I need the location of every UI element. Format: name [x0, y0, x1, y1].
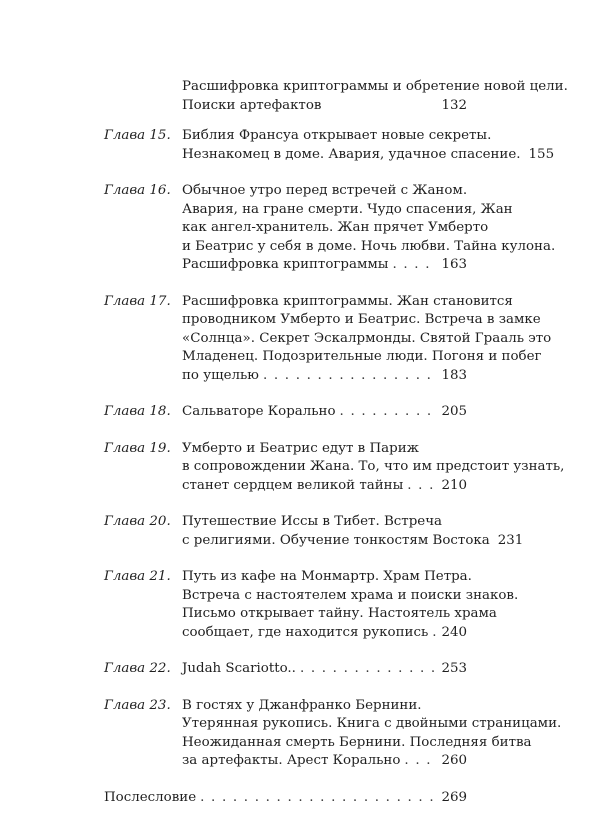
page-number: 253 [441, 661, 467, 676]
table-of-contents [104, 78, 568, 825]
chapter-number: Глава 16. [104, 183, 171, 198]
toc-line-text: Умберто и Беатрис едут в Париж [182, 440, 419, 456]
toc-line-text: Расшифровка криптограммы [182, 257, 389, 272]
toc-line [182, 182, 467, 201]
page-number: 132 [441, 97, 467, 113]
toc-line [182, 219, 489, 238]
toc-line-text: Послесловие [104, 789, 197, 805]
page-number: 163 [441, 257, 467, 272]
dot-leader [300, 660, 438, 679]
toc-line-text: по ущелью [182, 367, 259, 383]
toc-line-text: проводником Умберто и Беатрис. Встреча в замке [182, 312, 541, 327]
toc-line-text: Незнакомец в доме. Авария, удачное спасение. [182, 146, 521, 162]
toc-entry [104, 182, 556, 275]
toc-entry [104, 403, 467, 422]
toc-line-text: Поиски артефактов [182, 97, 322, 113]
toc-line [182, 568, 472, 587]
page-number: 240 [441, 624, 467, 640]
page-number: 269 [441, 789, 467, 805]
toc-entry [104, 789, 467, 808]
toc-line-text: В гостях у Джанфранко Бернини. [182, 697, 422, 713]
toc-line [182, 587, 519, 606]
dot-leader [404, 752, 437, 771]
dot-leader [340, 403, 438, 422]
chapter-number: Глава 22. [104, 661, 171, 676]
toc-line-text: Расшифровка криптограммы. Жан становится [182, 293, 513, 309]
page-number: 260 [441, 753, 467, 768]
toc-line [182, 238, 556, 257]
toc-line [182, 403, 467, 422]
toc-line-text: Неожиданная смерть Бернини. Последняя битва [182, 734, 532, 750]
toc-line-text: Путь из кафе на Монмартр. Храм Петра. [182, 569, 472, 584]
toc-line-text: сообщает, где находится рукопись [182, 624, 429, 640]
toc-line [182, 624, 467, 643]
toc-line [182, 458, 565, 477]
toc-line [182, 752, 467, 771]
toc-line [182, 715, 562, 734]
toc-line-text: Письмо открывает тайну. Настоятель храма [182, 606, 497, 621]
chapter-description [104, 789, 467, 808]
toc-line-text: в сопровождении Жана. То, что им предстоит узнать, [182, 459, 565, 474]
chapter-number: Глава 17. [104, 293, 171, 309]
toc-line [104, 789, 467, 808]
page-number: 205 [441, 404, 467, 419]
toc-line [182, 256, 467, 275]
dot-leader [407, 477, 437, 496]
toc-line-text: за артефакты. Арест Корально [182, 753, 401, 768]
toc-line-text: Расшифровка криптограммы и обретение новой цели. [182, 79, 568, 94]
toc-line [182, 330, 552, 349]
chapter-number: Глава 18. [104, 404, 171, 419]
toc-line-text: и Беатрис у себя в доме. Ночь любви. Тайна кулона. [182, 238, 556, 254]
toc-entry [104, 127, 555, 164]
toc-line [182, 311, 541, 330]
toc-line [182, 532, 524, 551]
toc-entry [104, 78, 568, 115]
toc-line-text: Авария, на гране смерти. Чудо спасения, Жан [182, 201, 513, 217]
toc-line-text: Judah Scariotto.. [182, 661, 296, 676]
toc-entry [104, 568, 519, 642]
toc-entry [104, 440, 565, 496]
toc-line-text: Младенец. Подозрительные люди. Погоня и побег [182, 349, 542, 364]
toc-line [182, 78, 568, 97]
toc-line [182, 367, 467, 386]
page-number: 210 [441, 477, 467, 493]
toc-line [182, 127, 492, 146]
chapter-description [104, 78, 568, 115]
toc-line-text: Библия Франсуа открывает новые секреты. [182, 128, 492, 143]
toc-line [182, 97, 467, 116]
toc-line [182, 697, 467, 716]
chapter-number: Глава 15. [104, 128, 171, 143]
toc-line [182, 734, 532, 753]
chapter-number: Глава 23. [104, 697, 171, 713]
toc-line-text: как ангел-хранитель. Жан прячет Умберто [182, 220, 489, 235]
toc-line-text: Утерянная рукопись. Книга с двойными страницами. [182, 716, 562, 731]
toc-line [182, 440, 467, 459]
toc-line-text: Сальваторе Корально [182, 404, 336, 419]
toc-line-text: «Солнца». Секрет Эскалрмонды. Святой Грааль это [182, 330, 552, 346]
toc-line [182, 201, 513, 220]
toc-entry [104, 697, 562, 771]
dot-leader [392, 256, 437, 275]
dot-leader [432, 624, 437, 643]
chapter-number: Глава 21. [104, 569, 171, 584]
dot-leader [263, 367, 437, 386]
toc-line [182, 660, 467, 679]
dot-leader [200, 789, 437, 808]
toc-line [182, 513, 467, 532]
toc-line-text: Обычное утро перед встречей с Жаном. [182, 183, 468, 198]
toc-line [182, 477, 467, 496]
toc-line [182, 605, 497, 624]
page-number: 155 [528, 146, 555, 162]
toc-line [182, 146, 555, 165]
chapter-number: Глава 20. [104, 514, 171, 529]
page-number: 183 [441, 367, 467, 383]
toc-line-text: с религиями. Обучение тонкостям Востока [182, 532, 490, 548]
toc-entry [104, 293, 552, 386]
page-number: 231 [497, 532, 524, 548]
toc-line [182, 293, 513, 312]
chapter-number: Глава 19. [104, 440, 171, 456]
toc-line-text: Путешествие Иссы в Тибет. Встреча [182, 514, 443, 529]
toc-line [182, 348, 542, 367]
toc-entry [104, 513, 524, 550]
toc-entry [104, 660, 467, 679]
toc-line-text: станет сердцем великой тайны [182, 477, 404, 493]
toc-line-text: Встреча с настоятелем храма и поиски знаков. [182, 587, 519, 603]
